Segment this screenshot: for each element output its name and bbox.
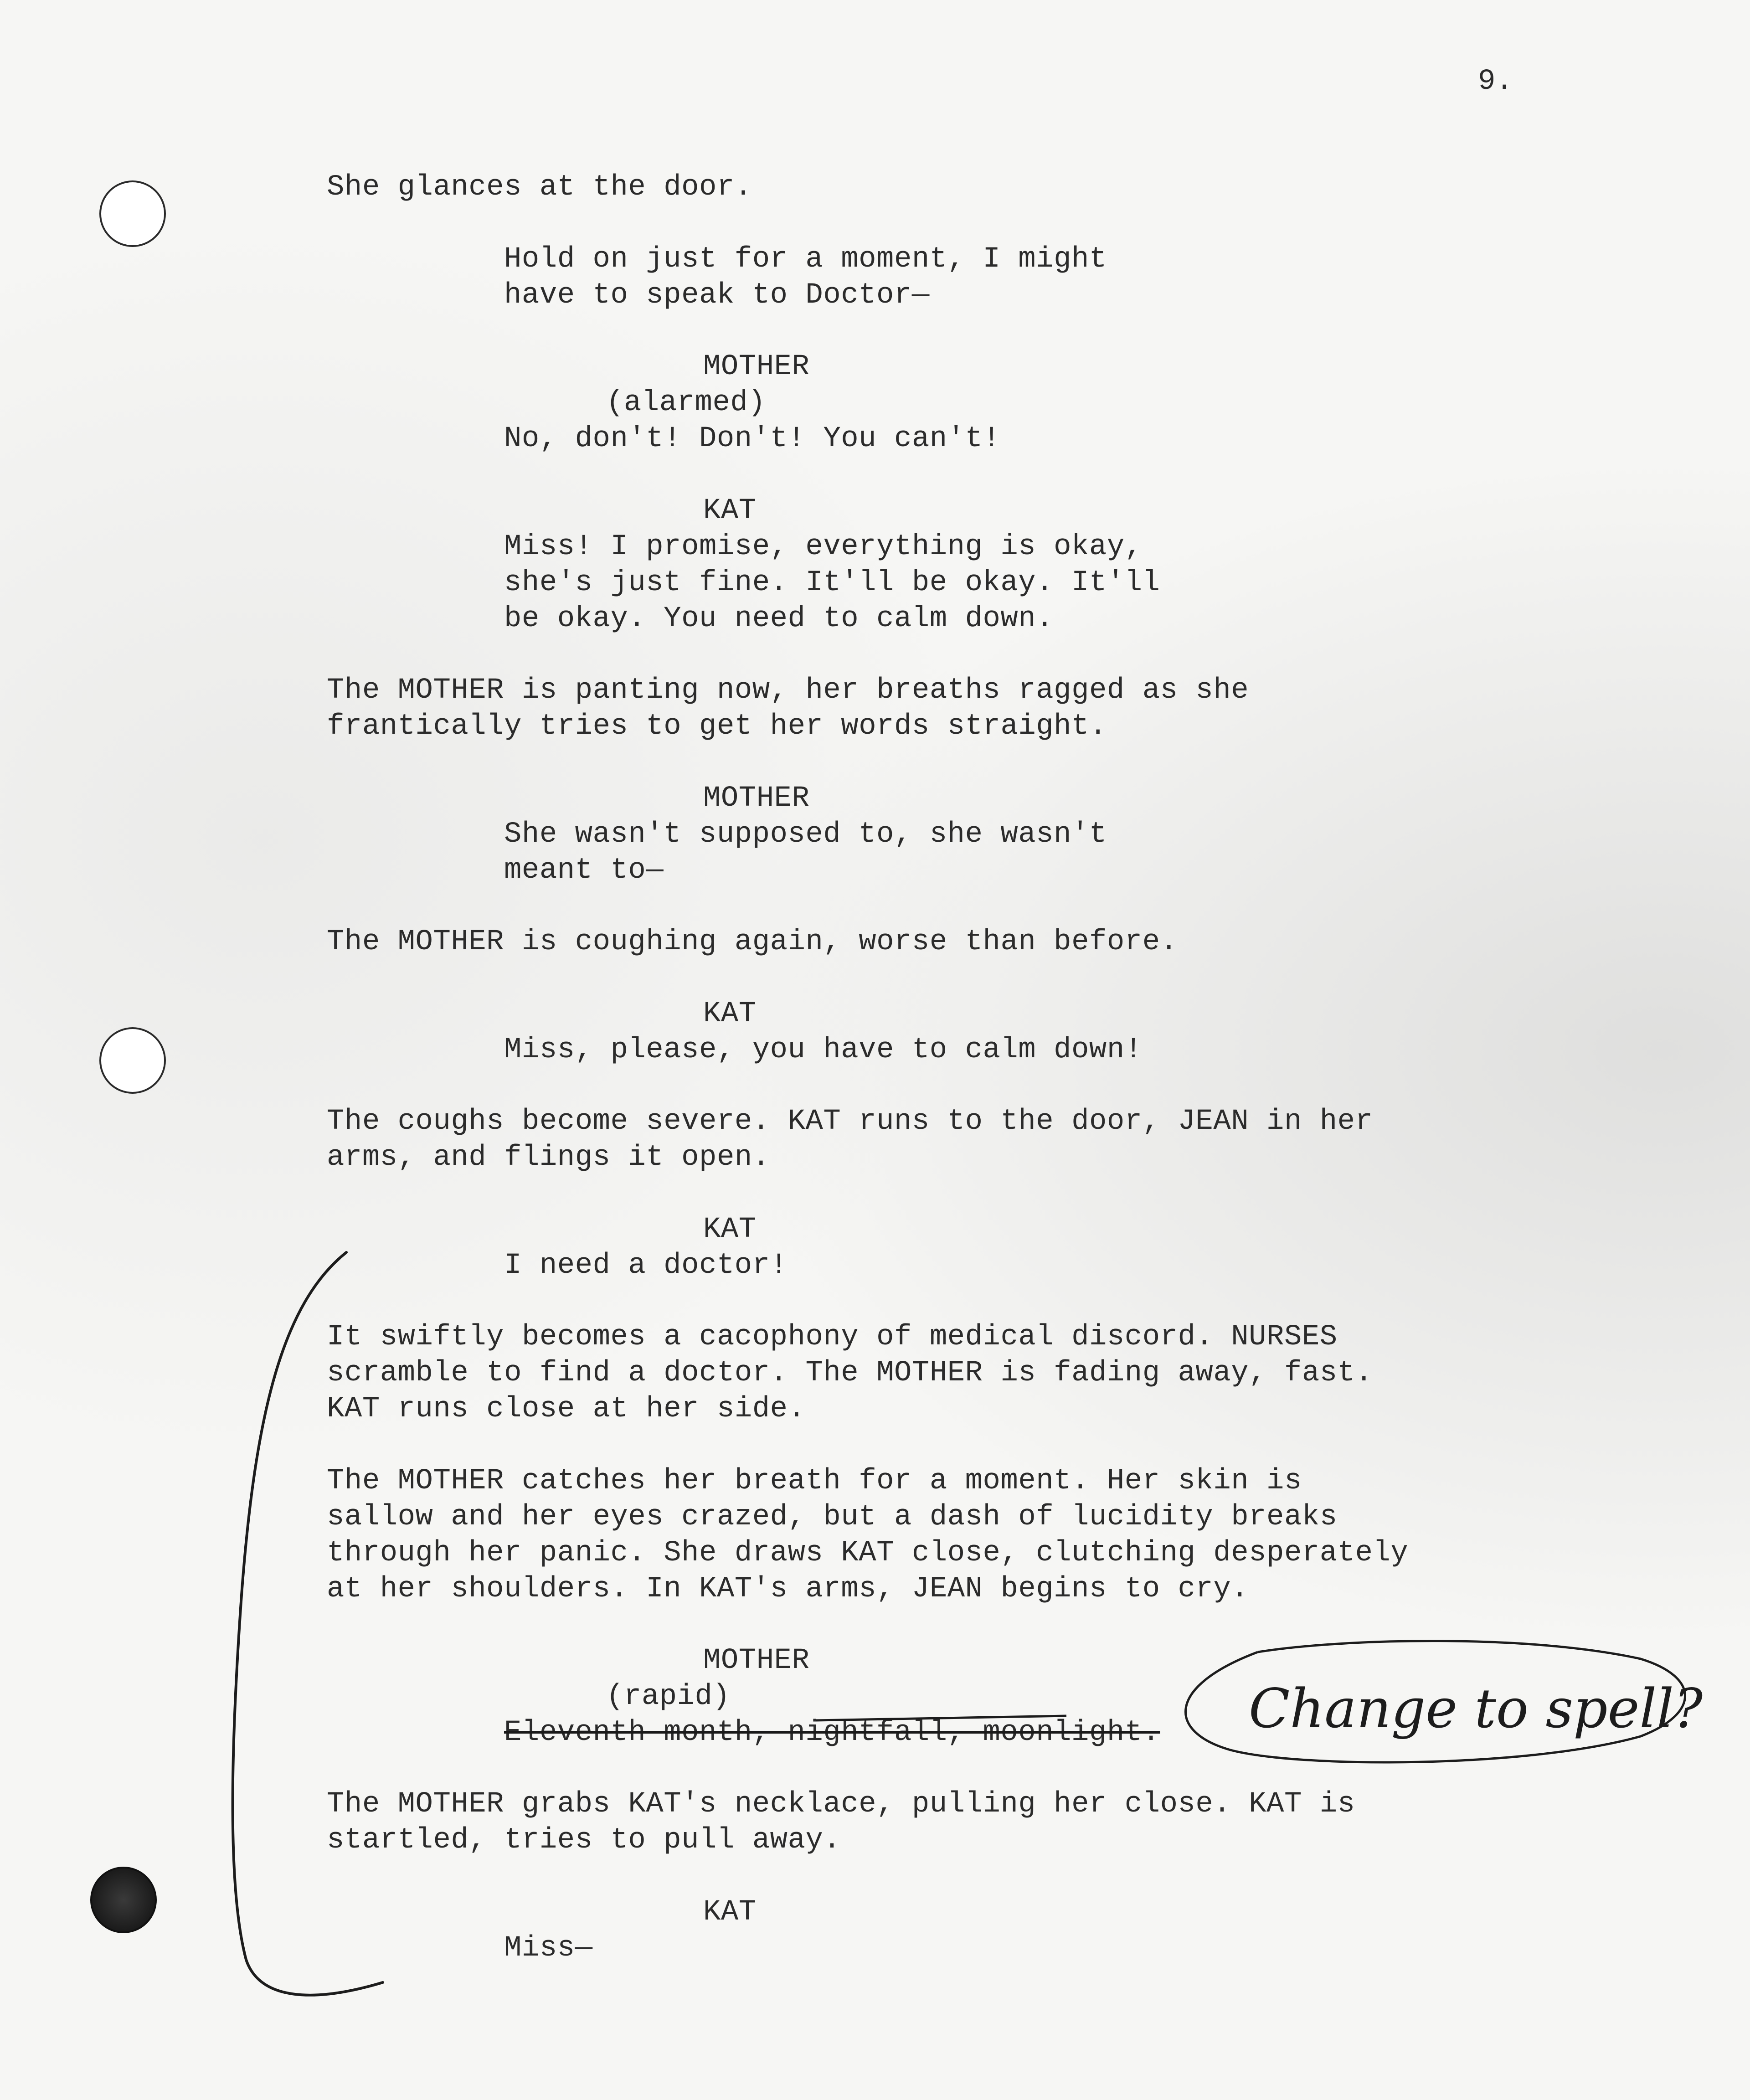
action-line: startled, tries to pull away. bbox=[327, 1824, 841, 1857]
action-line: arms, and flings it open. bbox=[327, 1141, 770, 1174]
action-line: The MOTHER grabs KAT's necklace, pulling her close. KAT is bbox=[327, 1788, 1355, 1821]
parenthetical: (alarmed) bbox=[606, 386, 766, 419]
hole-punch-bottom bbox=[90, 1867, 157, 1933]
note-oval bbox=[1186, 1641, 1685, 1762]
action-line: frantically tries to get her words straight. bbox=[327, 710, 1107, 743]
parenthetical: (rapid) bbox=[606, 1680, 731, 1713]
action-line: It swiftly becomes a cacophony of medical discord. NURSES bbox=[327, 1321, 1338, 1354]
hole-punch-middle bbox=[99, 1027, 166, 1094]
character-name: KAT bbox=[703, 1213, 757, 1246]
action-line: The MOTHER is coughing again, worse than before. bbox=[327, 926, 1178, 958]
dialogue-line: have to speak to Doctor— bbox=[504, 279, 930, 312]
action-line: She glances at the door. bbox=[327, 171, 752, 204]
dialogue-line: Miss! I promise, everything is okay, bbox=[504, 530, 1143, 563]
character-name: KAT bbox=[703, 1896, 757, 1929]
dialogue-line: No, don't! Don't! You can't! bbox=[504, 422, 1001, 455]
struck-dialogue-line: Eleventh month, nightfall, moonlight. bbox=[504, 1716, 1160, 1749]
action-line: The MOTHER catches her breath for a moment. Her skin is bbox=[327, 1465, 1302, 1498]
action-line: The MOTHER is panting now, her breaths ragged as she bbox=[327, 674, 1249, 707]
character-name: MOTHER bbox=[703, 350, 810, 383]
dialogue-line: be okay. You need to calm down. bbox=[504, 602, 1054, 635]
action-line: KAT runs close at her side. bbox=[327, 1393, 806, 1426]
handwritten-note: Change to spell? bbox=[1249, 1677, 1703, 1740]
dialogue-line: I need a doctor! bbox=[504, 1249, 788, 1282]
dialogue-line: she's just fine. It'll be okay. It'll bbox=[504, 566, 1160, 599]
character-name: KAT bbox=[703, 494, 757, 527]
page-number: 9. bbox=[1478, 65, 1513, 98]
action-line: through her panic. She draws KAT close, clutching desperately bbox=[327, 1537, 1409, 1570]
dialogue-line: Miss— bbox=[504, 1932, 593, 1965]
character-name: MOTHER bbox=[703, 782, 810, 815]
dialogue-line: Miss, please, you have to calm down! bbox=[504, 1034, 1143, 1066]
dialogue-line: meant to— bbox=[504, 854, 664, 887]
action-line: The coughs become severe. KAT runs to the door, JEAN in her bbox=[327, 1105, 1373, 1138]
dialogue-line: She wasn't supposed to, she wasn't bbox=[504, 818, 1107, 851]
dialogue-line: Hold on just for a moment, I might bbox=[504, 243, 1107, 276]
character-name: MOTHER bbox=[703, 1644, 810, 1677]
action-line: sallow and her eyes crazed, but a dash of lucidity breaks bbox=[327, 1501, 1338, 1534]
action-line: at her shoulders. In KAT's arms, JEAN begins to cry. bbox=[327, 1573, 1249, 1606]
character-name: KAT bbox=[703, 998, 757, 1030]
hole-punch-top bbox=[99, 180, 166, 247]
action-line: scramble to find a doctor. The MOTHER is fading away, fast. bbox=[327, 1357, 1373, 1390]
